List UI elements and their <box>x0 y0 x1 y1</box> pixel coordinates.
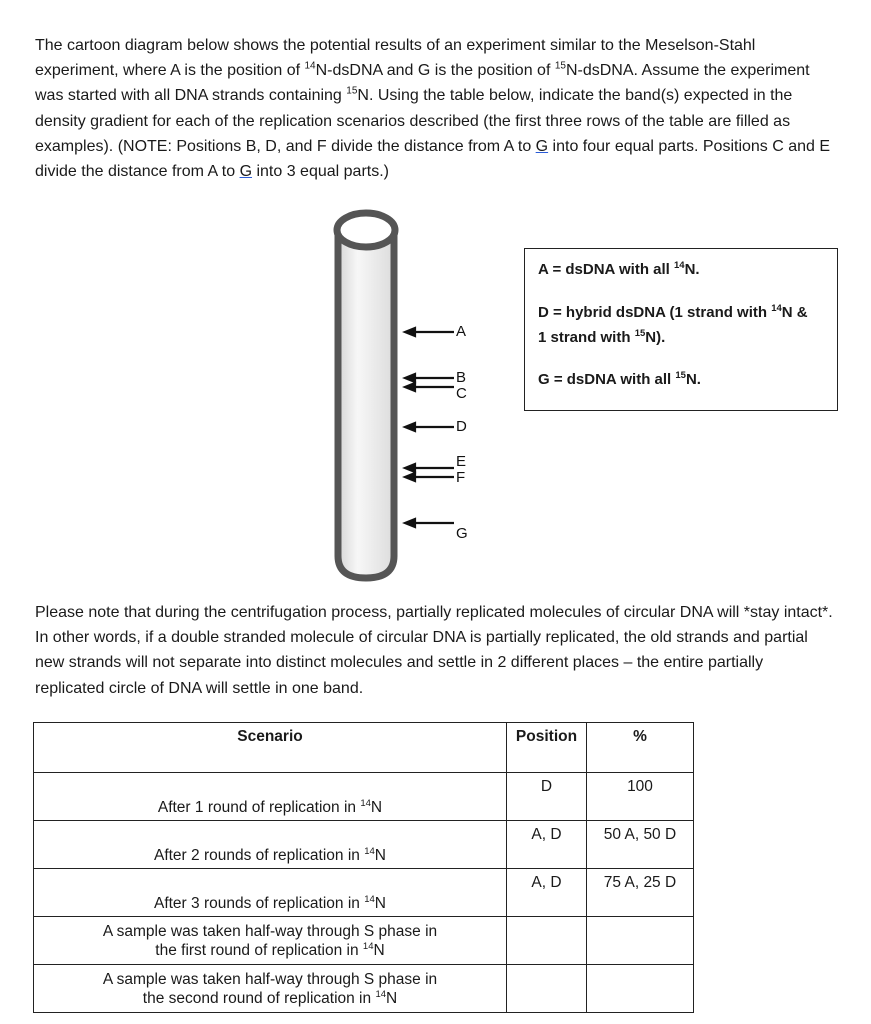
superscript: 15 <box>346 86 358 98</box>
position-cell[interactable] <box>507 917 587 965</box>
intro-text: N. Using the table below, indicate the band(s) expected in the density gradient for each of the replication scenarios described (the first three rows of the table are filled as examples). (NOTE: Positions B, D, and F divide the distance from A to <box>35 87 793 155</box>
legend-a <box>538 257 827 282</box>
marker-g: G <box>456 525 468 542</box>
table-row <box>34 869 694 917</box>
superscript: 14 <box>771 303 782 314</box>
intro-text: N-dsDNA. Assume the experiment was started with all DNA strands containing <box>35 62 810 105</box>
intro-text: into four equal parts. Positions C and E divide the distance from A to <box>35 137 831 181</box>
legend-d-line2 <box>538 325 827 350</box>
arrow-e <box>405 464 454 472</box>
marker-a: A <box>456 323 467 340</box>
replication-table <box>33 722 694 1013</box>
scenario-cell <box>34 821 507 869</box>
legend-text: 1 strand with <box>538 329 635 346</box>
superscript: 14 <box>362 940 374 952</box>
legend-box <box>524 248 838 411</box>
percent-cell[interactable] <box>587 965 694 1013</box>
superscript: 14 <box>364 893 375 905</box>
marker-b: B <box>456 369 467 386</box>
legend-text: G = dsDNA with all <box>538 371 676 388</box>
scenario-text: A sample was taken half-way through S phase in <box>102 970 438 988</box>
scenario-text: N <box>374 895 386 912</box>
scenario-text: the first round of replication in <box>155 941 363 959</box>
superscript: 14 <box>674 260 685 271</box>
scenario-cell <box>34 965 507 1013</box>
scenario-text: A sample was taken half-way through S phase in <box>102 922 438 940</box>
scenario-text: N <box>373 941 385 959</box>
superscript: 15 <box>634 328 646 339</box>
scenario-text: the second round of replication in <box>142 989 376 1007</box>
scenario-cell <box>34 773 507 821</box>
arrow-a <box>405 328 454 336</box>
table-header-row <box>34 723 694 773</box>
legend-text: D = hybrid dsDNA (1 strand with <box>538 304 772 321</box>
table-row <box>34 917 694 965</box>
note-paragraph: Please note that during the centrifugation process, partially replicated molecules of circular DNA will *stay intact*. In other words, if a double stranded molecule of circular DNA is partially replicated, the old strands and partial new strands will not separate into distinct molecules and settle in 2 different places – the entire partially replicated circle of DNA will settle in one band. <box>35 604 833 697</box>
percent-cell[interactable]: 50 A, 50 D <box>587 821 694 869</box>
underlined-g: G <box>239 163 253 181</box>
legend-d-line1 <box>538 300 827 325</box>
intro-text: N-dsDNA and G is the position of <box>315 62 555 80</box>
percent-cell[interactable]: 100 <box>587 773 694 821</box>
scenario-cell <box>34 869 507 917</box>
table-row <box>34 773 694 821</box>
legend-text: A = dsDNA with all <box>538 261 674 278</box>
legend-text: N & <box>781 304 808 321</box>
centrifuge-tube-diagram <box>330 200 410 585</box>
intro-text: The cartoon diagram below shows the potential results of an experiment similar to the Meselson-Stahl experiment, where A is the position of <box>35 37 756 80</box>
position-cell[interactable]: A, D <box>507 869 587 917</box>
header-scenario: Scenario <box>34 723 507 773</box>
position-cell[interactable]: D <box>507 773 587 821</box>
scenario-text: After 1 round of replication in <box>157 799 361 816</box>
header-percent: % <box>587 723 694 773</box>
percent-cell[interactable] <box>587 917 694 965</box>
superscript: 15 <box>675 370 686 381</box>
scenario-cell <box>34 917 507 965</box>
underlined-g: G <box>535 137 549 155</box>
arrow-g <box>405 519 454 527</box>
position-cell[interactable] <box>507 965 587 1013</box>
marker-c: C <box>456 385 467 402</box>
intro-text: into 3 equal parts.) <box>252 163 389 181</box>
table-row <box>34 965 694 1013</box>
marker-e: E <box>456 453 467 470</box>
legend-g <box>538 367 827 392</box>
marker-d: D <box>456 418 467 435</box>
header-position: Position <box>507 723 587 773</box>
scenario-text: N <box>370 799 383 816</box>
band-arrows <box>400 320 460 540</box>
scenario-text: N <box>386 989 398 1007</box>
superscript: 14 <box>375 988 387 1000</box>
marker-f: F <box>456 469 466 486</box>
scenario-text: After 2 rounds of replication in <box>153 847 365 864</box>
arrow-c <box>405 383 454 391</box>
table-row <box>34 821 694 869</box>
intro-paragraph <box>35 33 835 184</box>
arrow-d <box>405 423 454 431</box>
scenario-text: After 3 rounds of replication in <box>153 895 365 912</box>
scenario-text: N <box>374 847 386 864</box>
legend-text: N. <box>685 371 701 388</box>
legend-text: N. <box>684 261 700 278</box>
arrow-f <box>405 473 454 481</box>
arrow-b <box>405 374 454 382</box>
superscript: 14 <box>304 60 316 72</box>
superscript: 14 <box>360 797 371 809</box>
centrifuge-tube <box>337 213 395 578</box>
superscript: 14 <box>364 845 375 857</box>
superscript: 15 <box>554 60 566 72</box>
position-cell[interactable]: A, D <box>507 821 587 869</box>
percent-cell[interactable]: 75 A, 25 D <box>587 869 694 917</box>
legend-text: N). <box>645 329 666 346</box>
